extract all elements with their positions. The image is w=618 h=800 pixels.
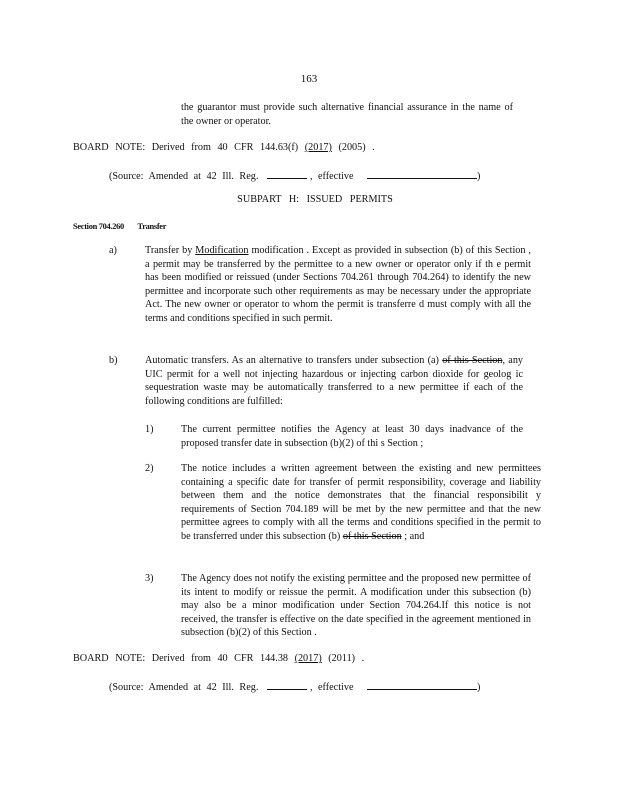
subsection-b-deletion: of this Section	[442, 355, 503, 366]
subsection-b	[145, 354, 523, 408]
subsection-a-insertion: Modification	[195, 245, 249, 256]
board-note-1-insertion: (2017)	[304, 142, 332, 153]
item-2	[181, 462, 541, 543]
section-heading	[73, 220, 178, 234]
subpart-heading: SUBPART H: ISSUED PERMITS	[237, 194, 393, 205]
subsection-a	[145, 244, 531, 325]
source-note-2-effective: , effective	[309, 682, 354, 693]
item-3: The Agency does not notify the existing permittee and the proposed new permittee of its intent to modify or reissue the permit. A modification under this subsection (b) may also be a minor modification under Section 704.264.If this notice is not received, the transfer is effective on the date specified in the agreement mentioned in subsection (b)(2) of this Section .	[181, 573, 531, 638]
source-note-1-close: )	[477, 171, 481, 182]
subsection-b-body: , any UIC permit for a well not injecting hazardous or injecting carbon dioxide for geolog ic sequestration waste may be automatically transferred to a new permittee if each of the following conditions are fulfilled:	[145, 355, 524, 407]
item-2-deletion: of this Section	[342, 530, 402, 542]
reg-page-blank-1	[267, 168, 307, 179]
page-number: 163	[300, 73, 318, 85]
board-note-1-text: BOARD NOTE: Derived from 40 CFR 144.63(f)	[73, 142, 299, 153]
subsection-b-text: Automatic transfers. As an alternative to transfers under subsection (a)	[145, 355, 439, 366]
item-3-marker: 3)	[145, 573, 154, 584]
continued-paragraph: the guarantor must provide such alternative financial assurance in the name of the owner or operator.	[181, 102, 513, 127]
board-note-1	[73, 141, 393, 155]
source-note-1-effective: , effective	[309, 171, 354, 182]
source-note-2-close: )	[477, 682, 481, 693]
section-title: Transfer	[137, 222, 167, 231]
effective-date-blank-2	[367, 679, 477, 690]
effective-date-blank-1	[367, 168, 477, 179]
source-note-2	[109, 679, 499, 695]
item-1-marker: 1)	[145, 424, 154, 435]
board-note-2-insertion: (2017)	[294, 653, 322, 664]
section-number: Section 704.260	[73, 222, 124, 231]
board-note-2-text: BOARD NOTE: Derived from 40 CFR 144.38	[73, 653, 289, 664]
source-note-1-text: (Source: Amended at 42 Ill. Reg.	[109, 171, 259, 182]
item-2-tail: ; and	[404, 530, 425, 542]
subsection-a-marker: a)	[109, 245, 117, 256]
item-1: The current permittee notifies the Agency at least 30 days inadvance of the proposed transfer date in subsection (b)(2) of thi s Section ;	[181, 424, 523, 449]
item-2-text: The notice includes a written agreement between the existing and new permittees containing a specific date for transfer of permit responsibility, coverage and liability between them and the notice demonstrates that the financial responsibilit y requirements of Section 704.189 will be met by the new permittee and that the new permittee agrees to comply with all the terms and conditions specified in the permit to be transferred under this subsection (b)	[181, 463, 541, 542]
board-note-1-tail: (2005) .	[338, 142, 375, 153]
source-note-1	[109, 168, 499, 184]
item-2-marker: 2)	[145, 463, 154, 474]
source-note-2-text: (Source: Amended at 42 Ill. Reg.	[109, 682, 259, 693]
board-note-2	[73, 652, 393, 666]
reg-page-blank-2	[267, 679, 307, 690]
subsection-a-text: Transfer by	[145, 245, 193, 256]
board-note-2-tail: (2011) .	[328, 653, 365, 664]
subsection-a-body: modification . Except as provided in subsection (b) of this Section , a permit may be transferred by the permittee to a new owner or operator only if th e permit has been modified or reissued (under Sections 704.261 through 704.264) to identify the new permittee and incorporate such other requirements as may be necessary under the appropriate Act. The new owner or operator to whom the permit is transferre d must comply with all the terms and conditions specified in such permit.	[145, 245, 531, 324]
subsection-b-marker: b)	[109, 355, 118, 366]
